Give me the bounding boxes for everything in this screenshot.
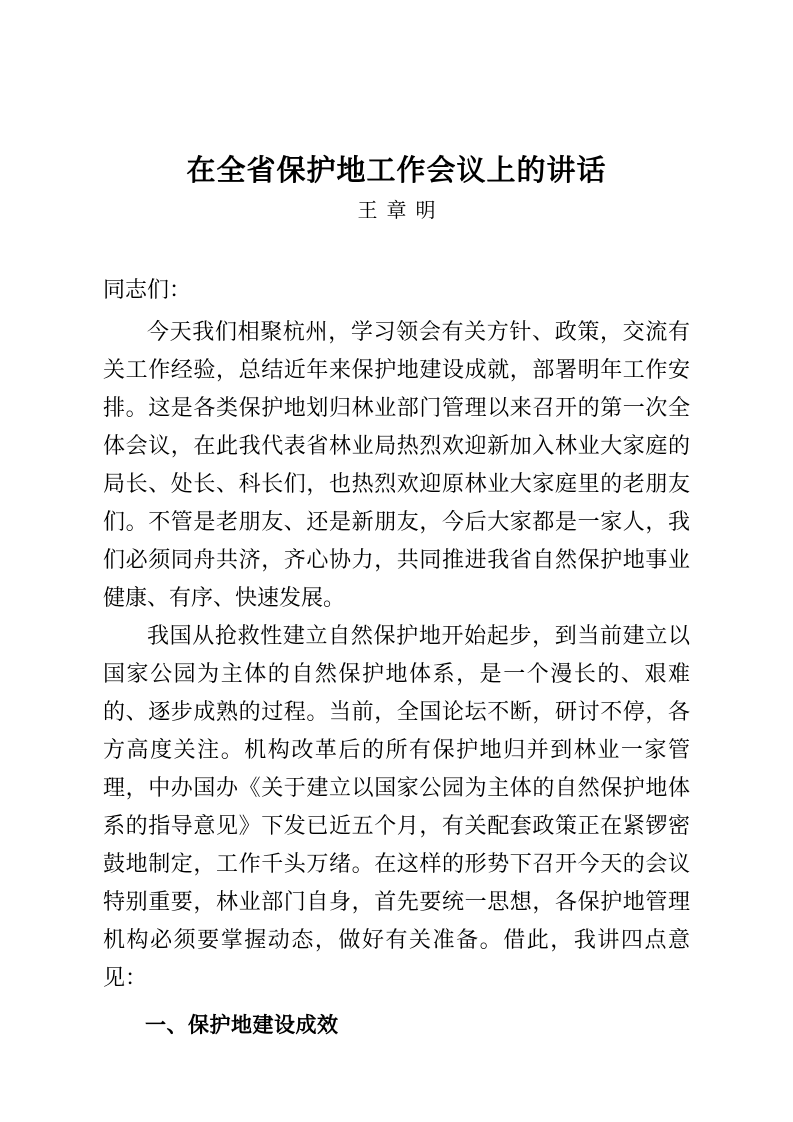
- body-paragraph: 我国从抢救性建立自然保护地开始起步，到当前建立以国家公园为主体的自然保护地体系，是一个漫长的、艰难的、逐步成熟的过程。当前，全国论坛不断，研讨不停，各方高度关注。机构改革后的所有保护地归并到林业一家管理，中办国办《关于建立以国家公园为主体的自然保护地体系的指导意见》下发已近五个月，有关配套政策正在紧锣密鼓地制定，工作千头万绪。在这样的形势下召开今天的会议特别重要，林业部门自身，首先要统一思想，各保护地管理机构必须要掌握动态，做好有关准备。借此，我讲四点意见：: [103, 623, 690, 990]
- section-heading: 一、保护地建设成效: [145, 1014, 339, 1037]
- author-name: 王章明: [357, 200, 445, 222]
- salutation: 同志们：: [103, 277, 192, 302]
- body-paragraph: 今天我们相聚杭州，学习领会有关方针、政策，交流有关工作经验，总结近年来保护地建设成就，部署明年工作安排。这是各类保护地划归林业部门管理以来召开的第一次全体会议，在此我代表省林业局热烈欢迎新加入林业大家庭的局长、处长、科长们，也热烈欢迎原林业大家庭里的老朋友们。不管是老朋友、还是新朋友，今后大家都是一家人，我们必须同舟共济，齐心协力，共同推进我省自然保护地事业健康、有序、快速发展。: [103, 319, 690, 610]
- document-body: [103, 271, 690, 1041]
- document-title: 在全省保护地工作会议上的讲话: [186, 155, 607, 187]
